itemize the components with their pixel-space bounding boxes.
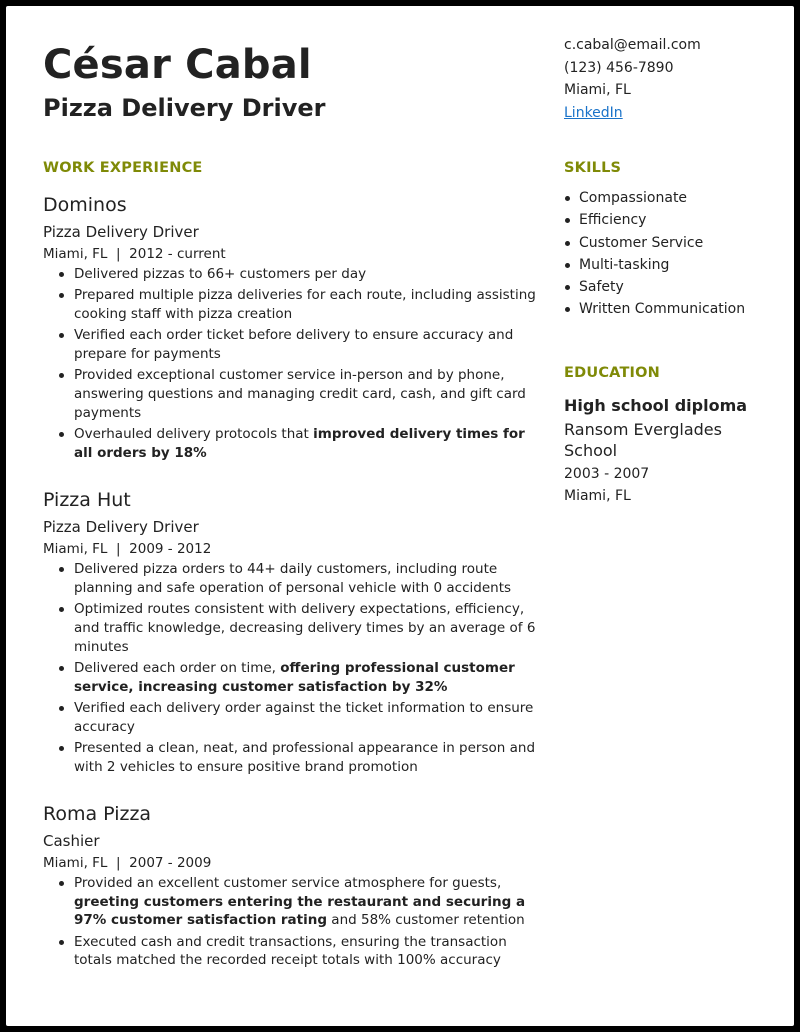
skill-item: Customer Service — [564, 232, 784, 254]
list-item: Optimized routes consistent with delivery expectations, efficiency, and traffic knowledge, decreasing delivery times by an average of 6 minutes — [43, 600, 543, 656]
list-item: Overhauled delivery protocols that improved delivery times for all orders by 18% — [43, 425, 543, 463]
list-item: Executed cash and credit transactions, ensuring the transaction totals matched the recorded receipt totals with 100% accuracy — [43, 933, 543, 971]
job-bullets — [43, 265, 543, 463]
job-role: Pizza Delivery Driver — [43, 517, 199, 536]
list-item: Presented a clean, neat, and professional appearance in person and with 2 vehicles to ensure positive brand promotion — [43, 739, 543, 777]
list-item: Delivered pizzas to 66+ customers per day — [43, 265, 543, 284]
job-role: Pizza Delivery Driver — [43, 223, 199, 241]
job-entry — [43, 487, 543, 777]
skill-item: Compassionate — [564, 187, 784, 209]
education-location: Miami, FL — [564, 487, 631, 504]
education-years: 2003 - 2007 — [564, 465, 650, 482]
education-degree: High school diploma — [564, 395, 748, 415]
job-entry — [43, 801, 543, 970]
resume-page — [6, 6, 794, 1026]
contact-phone: (123) 456-7890 — [564, 59, 674, 76]
job-meta: Miami, FL | 2007 - 2009 — [43, 854, 212, 871]
job-company: Pizza Hut — [43, 488, 131, 511]
job-bullets — [43, 874, 543, 970]
candidate-title: Pizza Delivery Driver — [43, 94, 326, 122]
work-experience-heading: WORK EXPERIENCE — [43, 160, 203, 176]
list-item: Provided exceptional customer service in-person and by phone, answering questions and managing credit card, cash, and gift card payments — [43, 366, 543, 422]
candidate-name: César Cabal — [43, 42, 312, 88]
sidebar — [564, 160, 784, 507]
job-meta: Miami, FL | 2012 - current — [43, 246, 226, 262]
skill-item: Written Communication — [564, 298, 784, 320]
list-item: Delivered pizza orders to 44+ daily customers, including route planning and safe operation of personal vehicle with 0 accidents — [43, 560, 543, 598]
list-item: Provided an excellent customer service atmosphere for guests, greeting customers entering the restaurant and securing a 97% customer satisfaction rating and 58% customer retention — [43, 874, 543, 930]
skill-item: Multi-tasking — [564, 254, 784, 276]
skills-list — [564, 187, 784, 321]
list-item: Delivered each order on time, offering professional customer service, increasing customer satisfaction by 32% — [43, 659, 543, 697]
contact-block — [564, 34, 701, 124]
job-bullets — [43, 560, 543, 777]
education-school: Ransom Everglades School — [564, 419, 722, 460]
education-heading: EDUCATION — [564, 364, 661, 381]
job-company: Roma Pizza — [43, 802, 152, 825]
contact-location: Miami, FL — [564, 82, 631, 98]
job-company: Dominos — [43, 194, 127, 216]
job-entry — [43, 192, 543, 463]
job-role: Cashier — [43, 831, 100, 850]
list-item: Verified each order ticket before delivery to ensure accuracy and prepare for payments — [43, 326, 543, 364]
job-meta: Miami, FL | 2009 - 2012 — [43, 540, 212, 557]
skills-heading: SKILLS — [564, 160, 622, 176]
contact-email: c.cabal@email.com — [564, 37, 701, 53]
skill-item: Safety — [564, 276, 784, 298]
list-item: Verified each delivery order against the ticket information to ensure accuracy — [43, 699, 543, 737]
linkedin-link[interactable]: LinkedIn — [564, 104, 623, 121]
work-experience-section — [43, 160, 543, 973]
skill-item: Efficiency — [564, 209, 784, 231]
list-item: Prepared multiple pizza deliveries for each route, including assisting cooking staff with pizza creation — [43, 286, 543, 324]
